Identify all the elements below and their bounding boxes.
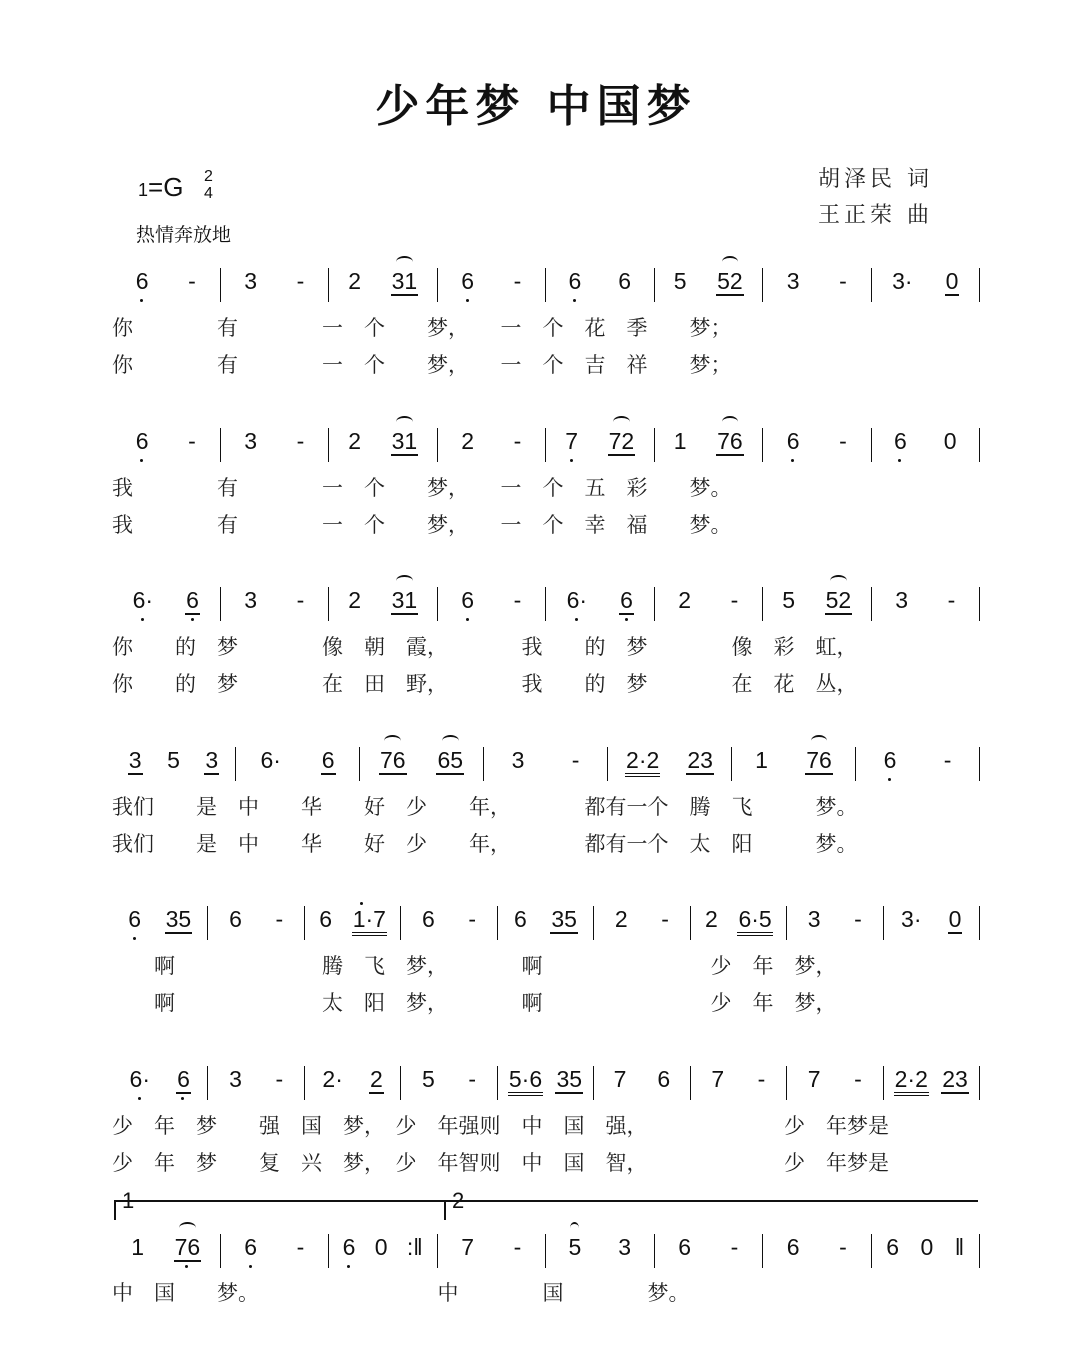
measure bbox=[112, 906, 207, 940]
note: 23 bbox=[687, 747, 713, 773]
note: 6 bbox=[886, 1234, 900, 1260]
note: 7 bbox=[461, 1234, 475, 1260]
note: - bbox=[730, 1234, 739, 1260]
measure bbox=[359, 747, 483, 781]
note: - bbox=[571, 747, 580, 773]
note: 2 bbox=[614, 906, 628, 932]
measure bbox=[328, 428, 437, 462]
measure bbox=[762, 1234, 871, 1268]
measure bbox=[483, 747, 607, 781]
note: 3 bbox=[786, 268, 800, 294]
measure bbox=[731, 747, 855, 781]
note: 7 bbox=[711, 1066, 725, 1092]
measure bbox=[400, 1066, 496, 1100]
measure bbox=[304, 1066, 400, 1100]
song-title: 少年梦 中国梦 bbox=[375, 81, 697, 132]
note: 6 bbox=[135, 268, 149, 294]
note: 0 bbox=[943, 428, 957, 454]
measure bbox=[220, 268, 329, 302]
note: 6 bbox=[186, 587, 199, 613]
measure bbox=[762, 587, 871, 621]
measure bbox=[786, 1066, 882, 1100]
note: 3· bbox=[901, 906, 922, 932]
volta-2 bbox=[444, 1188, 978, 1220]
note: 76 bbox=[379, 747, 406, 773]
measure bbox=[328, 268, 437, 302]
measure bbox=[545, 587, 654, 621]
note: 1 bbox=[131, 1234, 145, 1260]
measure bbox=[304, 906, 400, 940]
volta-label: 1 bbox=[122, 1188, 135, 1213]
note: 7 bbox=[613, 1066, 627, 1092]
note: 6 bbox=[618, 268, 632, 294]
note: 5·6 bbox=[508, 1066, 543, 1096]
note: 6· bbox=[566, 587, 588, 613]
key-one: 1 bbox=[138, 180, 149, 200]
note: 6 bbox=[422, 906, 435, 932]
notation-row bbox=[112, 428, 980, 462]
measure bbox=[112, 1066, 207, 1100]
note: 6 bbox=[461, 268, 475, 294]
measure bbox=[437, 268, 546, 302]
note: 0 bbox=[920, 1234, 934, 1260]
note: - bbox=[839, 428, 847, 454]
lyric-line: 我们 是 中 华 好 少 年， 都有一个 太 阳 梦。 bbox=[112, 832, 858, 856]
note: 2·2 bbox=[894, 1066, 929, 1096]
measure bbox=[883, 1066, 980, 1100]
measure bbox=[855, 747, 980, 781]
measure bbox=[654, 587, 763, 621]
note: 3 bbox=[128, 747, 142, 773]
note: - bbox=[839, 268, 847, 294]
note: 5 bbox=[422, 1066, 435, 1092]
note: 7 bbox=[807, 1066, 821, 1092]
note: 6 bbox=[786, 1234, 800, 1260]
note: - bbox=[839, 1234, 847, 1260]
note: - bbox=[188, 428, 196, 454]
note: - bbox=[947, 587, 956, 613]
note: 6 bbox=[893, 428, 907, 454]
measure bbox=[871, 587, 981, 621]
note: 3 bbox=[618, 1234, 632, 1260]
note: 2 bbox=[678, 587, 692, 613]
lyric-line: 你 的 梦 像 朝 霞， 我 的 梦 像 彩 虹， bbox=[112, 635, 858, 659]
measure bbox=[112, 587, 220, 621]
note: 65 bbox=[437, 747, 464, 773]
note: - bbox=[468, 906, 476, 932]
notation-row bbox=[112, 268, 980, 302]
meter-top: 2 bbox=[204, 168, 213, 185]
note: 6 bbox=[319, 906, 333, 932]
note: 6 bbox=[657, 1066, 671, 1092]
note: 76 bbox=[174, 1234, 201, 1260]
measure bbox=[786, 906, 882, 940]
measure bbox=[400, 906, 496, 940]
lyric-line: 你 的 梦 在 田 野， 我 的 梦 在 花 丛， bbox=[112, 672, 858, 696]
notation-row bbox=[112, 1066, 980, 1100]
note: 72 bbox=[608, 428, 635, 454]
meter-bottom: 4 bbox=[204, 185, 213, 202]
lyric-line: 中 国 梦。 中 国 梦。 bbox=[112, 1281, 690, 1305]
lyric-line: 少 年 梦 强 国 梦， 少 年强则 中 国 强， 少 年梦是 bbox=[112, 1114, 889, 1138]
note: 2 bbox=[704, 906, 718, 932]
note: 6 bbox=[177, 1066, 190, 1092]
note: 31 bbox=[391, 587, 418, 613]
measure bbox=[112, 268, 220, 302]
notation-row bbox=[112, 747, 980, 781]
note: 0 bbox=[374, 1234, 388, 1260]
note: 0 bbox=[948, 906, 962, 932]
note: 6 bbox=[229, 906, 242, 932]
measure bbox=[545, 428, 654, 462]
measure bbox=[762, 268, 871, 302]
note: - bbox=[513, 268, 522, 294]
time-signature bbox=[204, 168, 213, 202]
note: 3· bbox=[892, 268, 913, 294]
volta-1 bbox=[114, 1188, 444, 1220]
measure bbox=[207, 906, 303, 940]
note: - bbox=[513, 1234, 522, 1260]
note: 5 bbox=[673, 268, 687, 294]
measure bbox=[593, 1066, 689, 1100]
note: ‖ bbox=[954, 1234, 965, 1260]
note: 6 bbox=[244, 1234, 258, 1260]
measure bbox=[235, 747, 359, 781]
note: 76 bbox=[717, 428, 743, 454]
note: - bbox=[854, 906, 862, 932]
note: - bbox=[757, 1066, 766, 1092]
note: - bbox=[275, 1066, 284, 1092]
measure bbox=[112, 1234, 220, 1268]
note: - bbox=[296, 587, 305, 613]
measure bbox=[437, 587, 546, 621]
note: 76 bbox=[806, 747, 832, 773]
note: - bbox=[854, 1066, 862, 1092]
note: 2 bbox=[348, 268, 362, 294]
measure bbox=[220, 428, 329, 462]
lyricist-credit: 胡泽民 词 bbox=[818, 167, 933, 192]
note: 6 bbox=[620, 587, 633, 613]
measure bbox=[883, 906, 980, 940]
note: - bbox=[296, 268, 305, 294]
measure bbox=[328, 1234, 437, 1268]
note: 52 bbox=[825, 587, 852, 613]
measure bbox=[437, 1234, 546, 1268]
note: 1·7 bbox=[352, 906, 387, 936]
note: 35 bbox=[556, 1066, 583, 1092]
note: - bbox=[513, 428, 522, 454]
note: 0 bbox=[945, 268, 959, 294]
note: - bbox=[296, 1234, 305, 1260]
measure bbox=[690, 1066, 786, 1100]
note: 6 bbox=[321, 747, 335, 773]
note: - bbox=[661, 906, 669, 932]
measure bbox=[545, 268, 654, 302]
note: 6 bbox=[786, 428, 800, 454]
lyric-line: 我们 是 中 华 好 少 年， 都有一个 腾 飞 梦。 bbox=[112, 795, 858, 819]
note: 3 bbox=[511, 747, 525, 773]
note: 1 bbox=[755, 747, 768, 773]
note: 2· bbox=[322, 1066, 343, 1092]
measure bbox=[690, 906, 786, 940]
volta-label: 2 bbox=[452, 1188, 465, 1213]
note: 2 bbox=[461, 428, 475, 454]
note: :‖ bbox=[406, 1234, 423, 1260]
note: 6 bbox=[128, 906, 142, 932]
composer-credit: 王正荣 曲 bbox=[818, 203, 933, 228]
note: 6 bbox=[568, 268, 582, 294]
note: 3 bbox=[205, 747, 219, 773]
key-signature bbox=[138, 172, 183, 203]
note: 2·2 bbox=[625, 747, 660, 777]
note: 5 bbox=[568, 1234, 582, 1260]
lyric-line: 我 有 一 个 梦， 一 个 幸 福 梦。 bbox=[112, 513, 732, 537]
note: 5 bbox=[167, 747, 180, 773]
lyric-line: 我 有 一 个 梦， 一 个 五 彩 梦。 bbox=[112, 476, 732, 500]
lyric-line: 你 有 一 个 梦， 一 个 花 季 梦； bbox=[112, 316, 732, 340]
measure bbox=[654, 428, 763, 462]
note: 2 bbox=[348, 587, 362, 613]
measure bbox=[545, 1234, 654, 1268]
note: 2 bbox=[369, 1066, 383, 1092]
lyric-line: 你 有 一 个 梦， 一 个 吉 祥 梦； bbox=[112, 353, 732, 377]
measure bbox=[437, 428, 546, 462]
note: 23 bbox=[942, 1066, 968, 1092]
note: 6 bbox=[342, 1234, 356, 1260]
lyric-line: 啊 太 阳 梦， 啊 少 年 梦， bbox=[112, 991, 837, 1015]
note: - bbox=[188, 268, 196, 294]
note: 7 bbox=[565, 428, 579, 454]
note: 35 bbox=[165, 906, 192, 932]
measure bbox=[654, 1234, 763, 1268]
note: - bbox=[296, 428, 305, 454]
note: - bbox=[943, 747, 952, 773]
note: - bbox=[468, 1066, 476, 1092]
key-note: =G bbox=[148, 172, 184, 202]
measure bbox=[220, 1234, 329, 1268]
measure bbox=[112, 747, 235, 781]
note: 6·5 bbox=[737, 906, 772, 936]
note: 3 bbox=[895, 587, 909, 613]
measure bbox=[207, 1066, 303, 1100]
note: - bbox=[730, 587, 739, 613]
measure bbox=[871, 428, 981, 462]
notation-row bbox=[112, 587, 980, 621]
measure bbox=[112, 428, 220, 462]
measure bbox=[871, 1234, 981, 1268]
note: 2 bbox=[348, 428, 362, 454]
note: 31 bbox=[391, 428, 418, 454]
note: 1 bbox=[673, 428, 687, 454]
note: 3 bbox=[244, 268, 258, 294]
note: 6· bbox=[129, 1066, 150, 1092]
note: 6· bbox=[260, 747, 281, 773]
measure bbox=[871, 268, 981, 302]
note: 3 bbox=[244, 587, 258, 613]
measure bbox=[593, 906, 689, 940]
note: 6 bbox=[883, 747, 897, 773]
notation-row bbox=[112, 906, 980, 940]
note: 6 bbox=[514, 906, 527, 932]
note: 6· bbox=[132, 587, 154, 613]
note: 3 bbox=[807, 906, 821, 932]
note: 31 bbox=[391, 268, 418, 294]
measure bbox=[328, 587, 437, 621]
note: 3 bbox=[244, 428, 258, 454]
note: - bbox=[513, 587, 522, 613]
note: 5 bbox=[782, 587, 796, 613]
notation-row bbox=[112, 1234, 980, 1268]
measure bbox=[654, 268, 763, 302]
note: - bbox=[275, 906, 284, 932]
measure bbox=[220, 587, 329, 621]
note: 3 bbox=[229, 1066, 242, 1092]
tempo-marking: 热情奔放地 bbox=[136, 224, 232, 246]
measure bbox=[762, 428, 871, 462]
measure bbox=[607, 747, 731, 781]
note: 6 bbox=[461, 587, 475, 613]
note: 6 bbox=[135, 428, 149, 454]
measure bbox=[497, 1066, 593, 1100]
lyric-line: 啊 腾 飞 梦， 啊 少 年 梦， bbox=[112, 954, 837, 978]
measure bbox=[497, 906, 593, 940]
lyric-line: 少 年 梦 复 兴 梦， 少 年智则 中 国 智， 少 年梦是 bbox=[112, 1151, 889, 1175]
note: 35 bbox=[551, 906, 577, 932]
note: 6 bbox=[678, 1234, 692, 1260]
note: 52 bbox=[717, 268, 743, 294]
